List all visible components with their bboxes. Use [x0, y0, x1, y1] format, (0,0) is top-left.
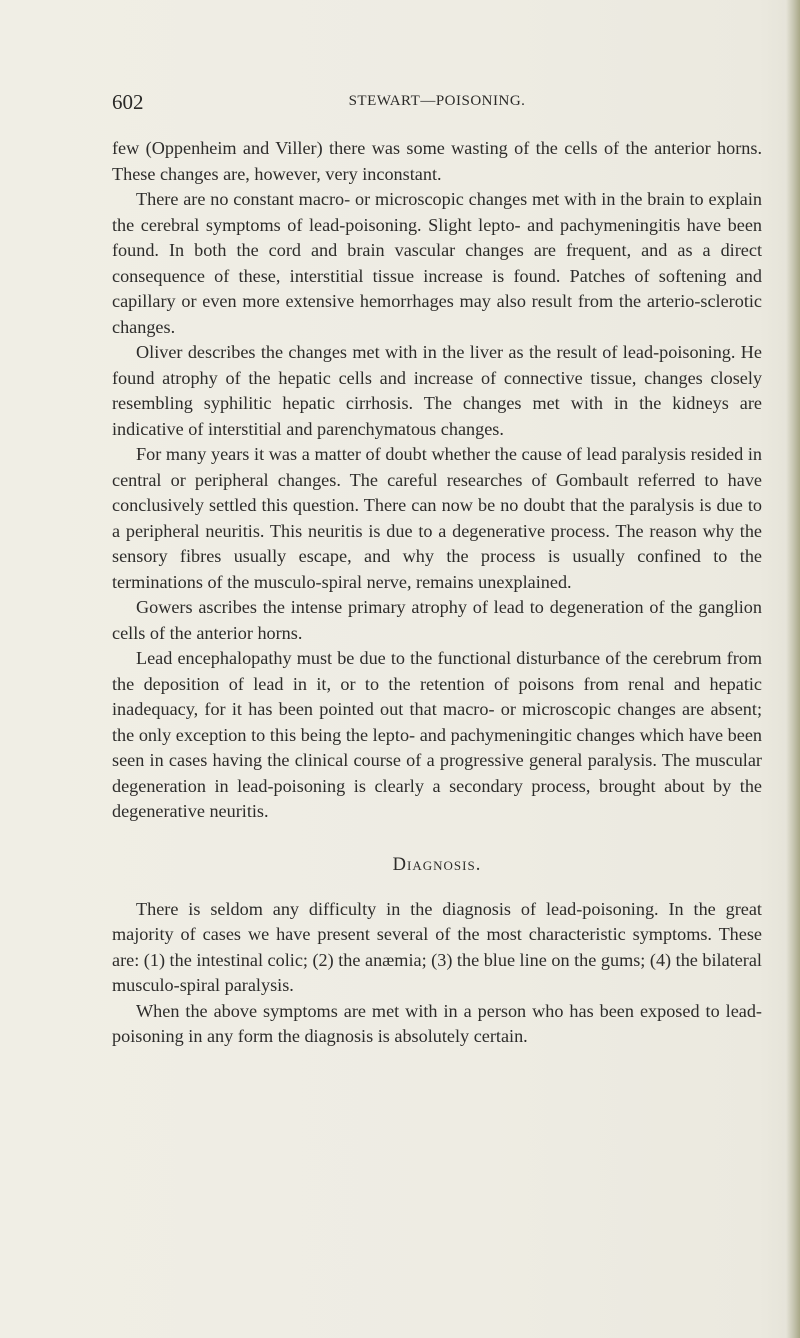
body-text — [112, 136, 762, 1050]
paragraph: few (Oppenheim and Viller) there was some wasting of the cells of the anterior horns. These changes are, however, very inconstant. — [112, 138, 762, 184]
paragraph: Gowers ascribes the intense primary atrophy of lead to degeneration of the ganglion cells of the anterior horns. — [112, 597, 762, 643]
paragraph: For many years it was a matter of doubt whether the cause of lead paralysis resided in central or peripheral changes. The careful researches of Gombault referred to have conclusively settled this question. There can now be no doubt that the paralysis is due to a peripheral neuritis. This neuritis is due to a degenerative process. The reason why the sensory fibres usually escape, and why the process is usually confined to the terminations of the musculo-spiral nerve, remains unexplained. — [112, 444, 762, 592]
paragraph: There are no constant macro- or microscopic changes met with in the brain to explain the cerebral symptoms of lead-poisoning. Slight lepto- and pachymeningitis have been found. In both the cord and brain vascular changes are frequent, and as a direct consequence of these, interstitial tissue increase is found. Patches of softening and capillary or even more extensive hemorrhages may also result from the arterio-sclerotic changes. — [112, 189, 762, 337]
page-number: 602 — [112, 90, 144, 114]
section-heading-diagnosis: Diagnosis. — [392, 854, 482, 875]
page-edge-shadow — [786, 0, 800, 1338]
running-head: STEWART—POISONING. — [348, 93, 526, 109]
page-header — [112, 90, 762, 120]
paragraph: When the above symptoms are met with in a person who has been exposed to lead-poisoning in any form the diagnosis is absolutely certain. — [112, 1000, 762, 1046]
paragraph: Oliver describes the changes met with in the liver as the result of lead-poisoning. He found atrophy of the hepatic cells and increase of connective tissue, changes closely resembling syphilitic hepatic cirrhosis. The changes met with in the kidneys are indicative of interstitial and parenchymatous changes. — [112, 342, 762, 439]
paragraph: There is seldom any difficulty in the diagnosis of lead-poisoning. In the great majority of cases we have present several of the most characteristic symptoms. These are: (1) the intestinal colic; (2) the anæmia; (3) the blue line on the gums; (4) the bilateral musculo-spiral paralysis. — [112, 898, 762, 995]
paragraph: Lead encephalopathy must be due to the functional disturbance of the cerebrum from the deposition of lead in it, or to the retention of poisons from renal and hepatic inadequacy, for it has been pointed out that macro- or microscopic changes are absent; the only exception to this being the lepto- and pachymeningitic changes which have been seen in cases having the clinical course of a progressive general paralysis. The muscular degeneration in lead-poisoning is clearly a secondary process, brought about by the degenerative neuritis. — [112, 648, 762, 821]
